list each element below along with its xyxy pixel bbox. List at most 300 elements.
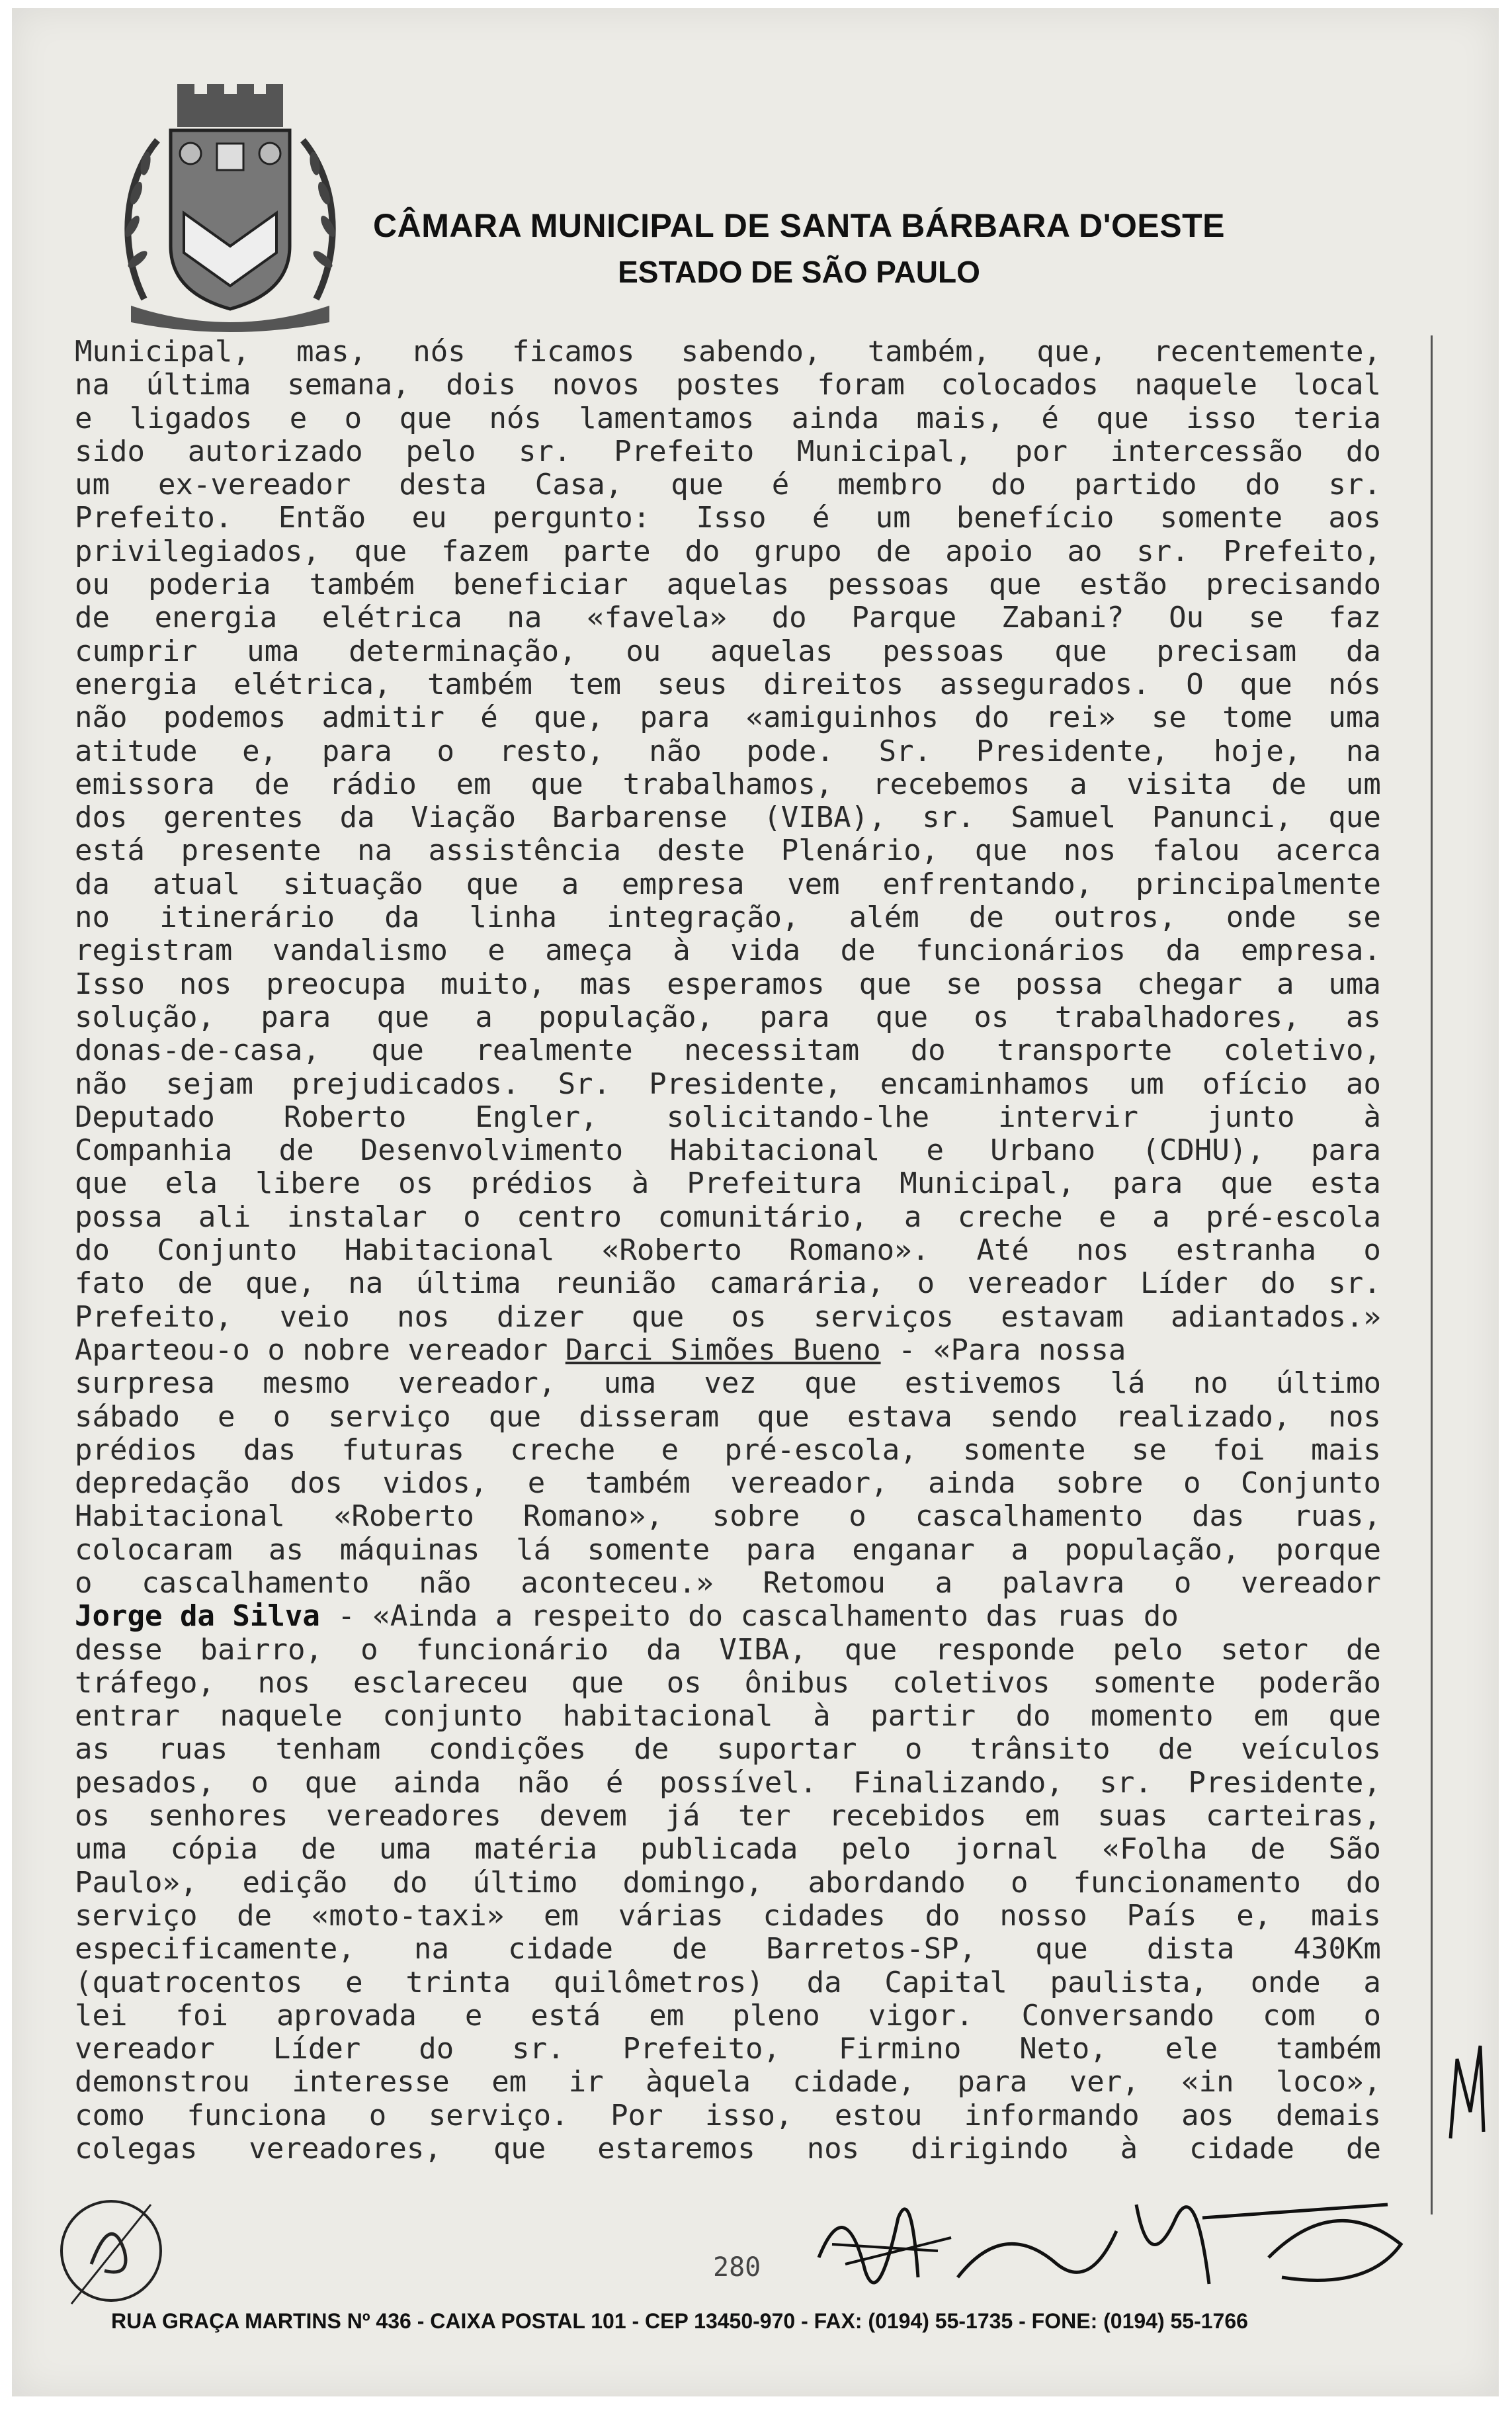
word: do: [1260, 1267, 1296, 1301]
word: «Folha: [1102, 1833, 1208, 1866]
word: Neto,: [1019, 2033, 1107, 2066]
word: que: [844, 1633, 898, 1667]
word: pelo: [1113, 1633, 1183, 1667]
word: nos: [179, 967, 232, 1001]
word: ou: [75, 568, 110, 602]
word: Paulo»,: [75, 1866, 198, 1900]
word: em: [1253, 1700, 1288, 1733]
word: funcionário: [415, 1633, 609, 1667]
text-segment: Aparteou-o o nobre vereador: [75, 1333, 566, 1367]
word: publicada: [640, 1833, 798, 1866]
word: que: [859, 967, 912, 1001]
word: suportar: [716, 1733, 857, 1767]
word: enfrentando,: [882, 867, 1093, 901]
word: Presidente,: [1188, 1766, 1381, 1800]
word: da: [339, 801, 375, 835]
word: do: [685, 535, 720, 568]
word: ainda: [393, 1766, 482, 1800]
word: sido: [75, 435, 145, 468]
word: ameça: [545, 934, 633, 968]
word: Conversando: [1021, 1999, 1215, 2033]
word: «in: [1181, 2066, 1234, 2099]
word: que: [631, 1300, 685, 1334]
word: colocaram: [75, 1533, 233, 1567]
word: Até: [976, 1234, 1029, 1268]
word: aos: [1328, 502, 1381, 535]
word: de: [237, 1899, 273, 1933]
text-line: [75, 1999, 1381, 2033]
word: condições: [428, 1733, 587, 1767]
word: Retomou: [763, 1566, 886, 1600]
word: informando: [964, 2099, 1140, 2132]
word: ainda: [928, 1467, 1016, 1501]
word: o: [1173, 1566, 1192, 1600]
word: Ou: [1169, 601, 1204, 635]
word: intervir: [998, 1100, 1139, 1134]
word: para: [1113, 1167, 1183, 1201]
word: nos: [1076, 1234, 1129, 1268]
word: Deputado: [75, 1100, 215, 1134]
word: cidades: [763, 1899, 886, 1933]
word: está: [75, 834, 145, 868]
word: camarária,: [709, 1267, 885, 1301]
word: cascalhamento: [142, 1566, 370, 1600]
word: na: [413, 1933, 449, 1966]
word: o: [849, 1500, 866, 1534]
word: lá: [1110, 1367, 1146, 1401]
word: ir: [568, 2066, 604, 2099]
word: vandalismo: [272, 934, 448, 968]
word: a: [475, 1000, 493, 1034]
word: e: [487, 934, 505, 968]
word: vereador: [75, 2033, 215, 2066]
word: «Roberto: [601, 1234, 742, 1268]
header-subtitle: ESTADO DE SÃO PAULO: [618, 255, 980, 289]
word: deste: [657, 834, 745, 868]
word: centro: [517, 1200, 622, 1234]
word: serviço.: [428, 2099, 569, 2132]
word: é: [771, 468, 790, 502]
text-line: [75, 468, 1381, 502]
word: estou: [834, 2099, 923, 2132]
word: aquelas: [710, 635, 833, 668]
word: trinta: [405, 1966, 511, 1999]
word: do: [771, 601, 807, 635]
word: podemos: [163, 701, 286, 735]
word: prédios: [75, 1433, 198, 1467]
word: funcionamento: [1073, 1866, 1301, 1900]
word: (VIBA),: [763, 801, 886, 835]
text-line: [75, 535, 1381, 568]
word: Prefeito,: [1223, 535, 1381, 568]
word: o: [437, 734, 454, 768]
word: empresa: [622, 867, 745, 901]
word: veículos: [1241, 1733, 1381, 1767]
word: já: [665, 1800, 700, 1833]
word: se: [1151, 701, 1187, 735]
word: vereadores,: [249, 2132, 442, 2166]
word: nos: [257, 1666, 311, 1700]
word: possa: [1015, 967, 1103, 1001]
word: estão: [1079, 568, 1167, 602]
word: e,: [242, 734, 278, 768]
word: «Roberto: [333, 1500, 474, 1534]
word: máquinas: [339, 1533, 480, 1567]
word: e,: [1236, 1899, 1272, 1933]
word: estava: [847, 1400, 952, 1434]
word: como: [75, 2099, 145, 2132]
word: os: [974, 1000, 1009, 1034]
word: recebemos: [872, 767, 1030, 801]
footer-address: RUA GRAÇA MARTINS Nº 436 - CAIXA POSTAL 101 - CEP 13450-970 - FAX: (0194) 55-1735 - FONE: (0194) 55-1766: [111, 2309, 1248, 2333]
word: de: [1271, 767, 1307, 801]
word: não: [419, 1566, 472, 1600]
text-line: [75, 1800, 1381, 1833]
text-segment: - «Ainda a respeito do cascalhamento das ruas do: [319, 1600, 1179, 1634]
text-segment: - «Para nossa: [880, 1333, 1126, 1367]
word: Habitacional: [669, 1134, 880, 1168]
word: o: [1363, 1234, 1381, 1268]
word: adiantados.»: [1171, 1300, 1381, 1334]
word: necessitam: [684, 1034, 860, 1068]
word: direitos: [763, 668, 904, 701]
word: mais,: [916, 402, 1004, 435]
word: aos: [1181, 2099, 1234, 2132]
word: do: [1245, 468, 1281, 502]
word: que: [875, 1000, 929, 1034]
word: País: [1126, 1899, 1197, 1933]
word: é: [812, 502, 830, 535]
word: surpresa: [75, 1367, 215, 1401]
word: à: [631, 1167, 650, 1201]
text-line: [75, 2033, 1381, 2066]
word: os: [398, 1167, 434, 1201]
word: pré-escola,: [724, 1433, 917, 1467]
word: uma: [1328, 701, 1381, 735]
text-line: [75, 335, 1381, 369]
header-title: CÂMARA MUNICIPAL DE SANTA BÁRBARA D'OESTE: [373, 207, 1225, 244]
word: hoje,: [1213, 734, 1302, 768]
word: os: [666, 1666, 702, 1700]
word: Engler,: [475, 1100, 598, 1134]
text-line: [75, 735, 1381, 768]
word: Presidente,: [976, 734, 1169, 768]
word: quilômetros): [554, 1966, 764, 1999]
word: vem: [787, 867, 840, 901]
word: admitir: [321, 701, 444, 735]
word: sr.: [519, 435, 571, 468]
word: sendo: [989, 1400, 1078, 1434]
word: Líder: [1140, 1267, 1228, 1301]
word: que,: [534, 701, 605, 735]
word: sábado: [75, 1400, 180, 1434]
text-line: [75, 635, 1381, 668]
word: nós: [489, 402, 542, 435]
word: postes: [675, 369, 781, 402]
word: depredação: [75, 1467, 250, 1501]
word: beneficiar: [452, 568, 628, 602]
word: ali: [198, 1200, 251, 1234]
word: foram: [817, 369, 905, 402]
word: situação: [282, 867, 423, 901]
word: isso: [1186, 402, 1257, 435]
word: na: [507, 601, 542, 635]
word: do: [75, 1234, 110, 1268]
word: também: [585, 1467, 691, 1501]
word: não: [75, 701, 128, 735]
word: ter: [737, 1800, 791, 1833]
word: Conjunto: [1240, 1467, 1381, 1501]
text-line: [75, 1767, 1381, 1800]
word: o: [917, 1267, 935, 1301]
text-line: [75, 1134, 1381, 1167]
word: Municipal,: [900, 1167, 1075, 1201]
word: que: [1220, 1167, 1273, 1201]
word: que: [571, 1666, 624, 1700]
word: é: [605, 1766, 624, 1800]
word: O: [1186, 668, 1204, 701]
word: população,: [538, 1000, 714, 1034]
word: o: [904, 1733, 923, 1767]
word: de: [177, 1267, 213, 1301]
word: lá: [516, 1533, 552, 1567]
word: pode.: [746, 734, 834, 768]
word: autorizado: [187, 435, 363, 468]
word: que: [974, 834, 1028, 868]
word: ficamos: [511, 335, 635, 369]
word: mesmo: [263, 1367, 351, 1401]
word: Sr.: [878, 734, 932, 768]
right-margin-rule: [1431, 335, 1433, 2214]
word: à: [1120, 2132, 1138, 2166]
word: à: [813, 1700, 831, 1733]
word: da: [1345, 635, 1381, 668]
text-line: [75, 1900, 1381, 1933]
word: na: [1346, 734, 1381, 768]
text-line: [75, 369, 1381, 402]
word: suas: [1097, 1800, 1168, 1833]
word: serviço: [75, 1899, 198, 1933]
text-line: [75, 934, 1381, 967]
word: para: [261, 1000, 331, 1034]
text-line: [75, 1267, 1381, 1300]
word: Então: [278, 502, 366, 535]
word: estaremos: [597, 2132, 755, 2166]
word: dizer: [496, 1300, 585, 1334]
word: chegar: [1137, 967, 1243, 1001]
word: Prefeitura: [687, 1167, 862, 1201]
word: recentemente,: [1153, 335, 1381, 369]
word: dirigindo: [911, 2132, 1069, 2166]
word: pré-escola: [1206, 1200, 1381, 1234]
text-line: [75, 568, 1381, 601]
word: creche: [510, 1433, 616, 1467]
text-line: [75, 1334, 1381, 1367]
word: trabalhamos,: [622, 767, 833, 801]
word: naquele: [1134, 369, 1257, 402]
word: palavra: [1001, 1566, 1125, 1600]
word: aconteceu.»: [521, 1566, 714, 1600]
word: abordando: [808, 1866, 966, 1900]
word: momento: [1091, 1700, 1214, 1733]
word: que: [304, 1766, 358, 1800]
word: do: [1345, 435, 1381, 468]
word: enganar: [852, 1533, 975, 1567]
word: cidade: [508, 1933, 614, 1966]
word: além: [849, 901, 919, 935]
text-line: [75, 435, 1381, 468]
word: de: [254, 767, 290, 801]
word: apoio: [945, 535, 1033, 568]
word: Habitacional: [344, 1234, 555, 1268]
word: nos: [806, 2132, 860, 2166]
word: está: [530, 1999, 601, 2033]
word: resto,: [499, 734, 605, 768]
word: estivemos: [904, 1367, 1063, 1401]
text-line: [75, 1600, 1381, 1633]
word: que: [488, 1400, 542, 1434]
text-line: [75, 1534, 1381, 1567]
word: poderão: [1258, 1666, 1381, 1700]
word: somente: [963, 1433, 1086, 1467]
word: tenham: [275, 1733, 381, 1767]
word: último: [472, 1866, 578, 1900]
word: loco»,: [1276, 2066, 1381, 2099]
text-line: [75, 1966, 1381, 1999]
text-line: [75, 502, 1381, 535]
word: interesse: [292, 2066, 450, 2099]
text-line: [75, 2132, 1381, 2166]
word: à: [1363, 1100, 1381, 1134]
word: ver,: [1069, 2066, 1140, 2099]
text-line: [75, 1301, 1381, 1334]
page-number: 280: [713, 2252, 761, 2283]
word: Líder: [273, 2033, 361, 2066]
word: intercessão: [1110, 435, 1304, 468]
word: vereador,: [730, 1467, 888, 1501]
word: se: [945, 967, 981, 1001]
word: somente: [587, 1533, 710, 1567]
word: e: [345, 1966, 363, 1999]
word: dos: [290, 1467, 343, 1501]
word: energia: [154, 601, 278, 635]
word: somente: [1093, 1666, 1216, 1700]
word: do: [925, 1899, 960, 1933]
text-segment: Jorge da Silva: [75, 1600, 320, 1634]
word: das: [243, 1433, 296, 1467]
word: de: [278, 1134, 314, 1168]
word: desse: [75, 1633, 163, 1667]
text-line: [75, 2099, 1381, 2132]
text-line: [75, 402, 1381, 435]
text-line: [75, 1034, 1381, 1067]
word: donas-de-casa,: [75, 1034, 320, 1068]
word: e: [1099, 1200, 1116, 1234]
word: do: [991, 468, 1027, 502]
word: Companhia: [75, 1134, 233, 1168]
word: Por: [610, 2099, 663, 2132]
word: último: [1276, 1367, 1381, 1401]
word: partido: [1074, 468, 1197, 502]
word: pelo: [405, 435, 476, 468]
word: da: [384, 901, 420, 935]
word: várias: [618, 1899, 724, 1933]
word: de: [301, 1833, 336, 1866]
word: sobre: [712, 1500, 800, 1534]
text-line: [75, 601, 1381, 635]
word: das: [1192, 1500, 1245, 1534]
word: vereadores: [326, 1800, 501, 1833]
word: os: [731, 1300, 767, 1334]
word: vereador,: [398, 1367, 556, 1401]
word: integração,: [607, 901, 800, 935]
word: e: [527, 1467, 546, 1501]
rubric-signature-icon: [52, 2191, 171, 2310]
word: Isso: [696, 502, 767, 535]
word: um: [1128, 1067, 1164, 1101]
word: por: [1015, 435, 1068, 468]
word: trabalhadores,: [1054, 1000, 1300, 1034]
word: ele: [1165, 2033, 1218, 2066]
word: esperamos: [667, 967, 825, 1001]
word: para: [745, 1533, 816, 1567]
word: rádio: [329, 767, 417, 801]
word: aprovada: [276, 1999, 417, 2033]
word: São: [1328, 1833, 1381, 1866]
text-line: [75, 901, 1381, 934]
word: que: [399, 402, 452, 435]
word: nós: [1328, 668, 1381, 701]
word: de: [634, 1733, 669, 1767]
word: pleno: [732, 1999, 820, 2033]
word: a: [1070, 767, 1087, 801]
word: e: [75, 402, 93, 435]
text-line: [75, 1167, 1381, 1200]
word: 430Km: [1293, 1933, 1381, 1966]
word: ex-vereador: [157, 468, 351, 502]
word: o: [1183, 1467, 1201, 1501]
word: Prefeito: [614, 435, 755, 468]
word: setor: [1220, 1633, 1308, 1667]
word: possível.: [659, 1766, 818, 1800]
word: é: [1041, 402, 1059, 435]
word: Isso: [75, 967, 145, 1001]
body-text: [75, 335, 1381, 2166]
word: o: [251, 1766, 269, 1800]
text-line: [75, 1733, 1381, 1766]
word: encaminhamos: [880, 1067, 1091, 1101]
word: em: [649, 1999, 685, 2033]
word: entrar: [75, 1700, 180, 1733]
word: o: [463, 1200, 481, 1234]
word: funcionários: [915, 934, 1126, 968]
word: que: [757, 1400, 810, 1434]
word: as: [269, 1533, 304, 1567]
word: VIBA,: [719, 1633, 807, 1667]
word: carteiras,: [1206, 1800, 1381, 1833]
word: local: [1293, 369, 1381, 402]
word: «moto-taxi»: [311, 1899, 505, 1933]
word: que: [75, 1167, 128, 1201]
word: realizado,: [1115, 1400, 1291, 1434]
word: muito,: [441, 967, 546, 1001]
word: naquele: [220, 1700, 343, 1733]
word: precisam: [1156, 635, 1297, 668]
word: sr.: [922, 801, 975, 835]
word: em: [544, 1899, 579, 1933]
word: solicitando-lhe: [666, 1100, 930, 1134]
text-line: [75, 701, 1381, 734]
